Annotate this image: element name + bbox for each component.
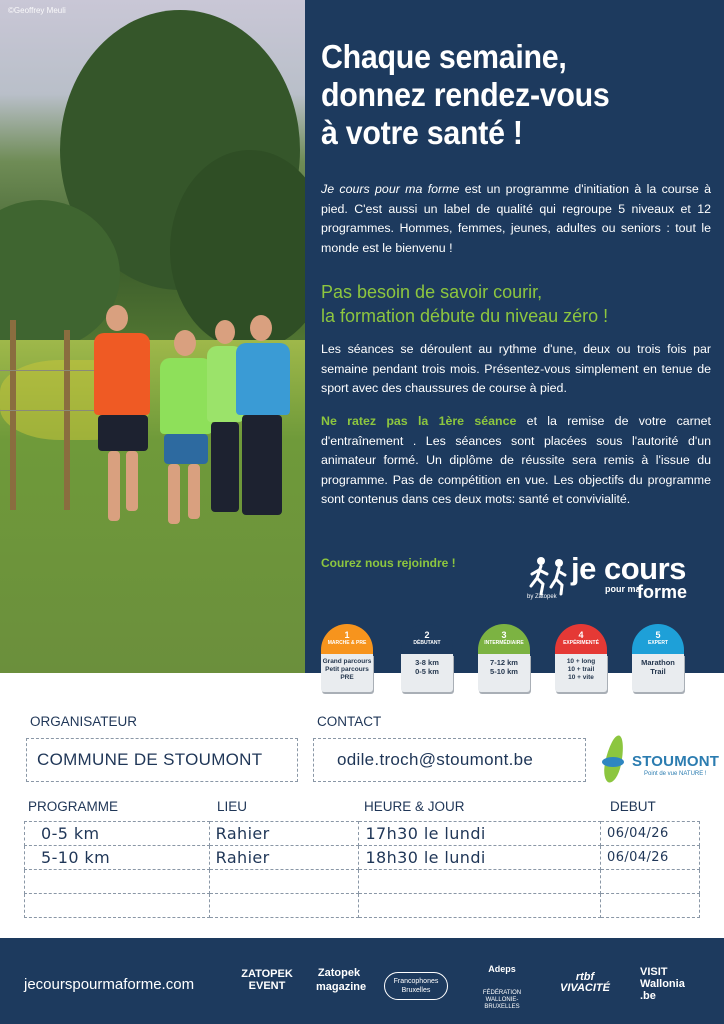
level-title: DÉBUTANT [413,640,441,646]
header-programme: PROGRAMME [28,799,119,814]
level-content [401,654,453,692]
cell-heure: 17h30 le lundi [359,822,601,846]
level-number: 1 [344,630,350,640]
level-line: PRE [340,674,354,681]
level-content [555,654,607,692]
logo-text-forme: forme [637,582,688,602]
intro-paragraph [321,180,711,258]
program-name: Je cours pour ma forme [321,182,460,196]
table-row [25,894,700,918]
fence-post [64,330,70,510]
cell-debut: 06/04/26 [601,846,700,870]
level-content [632,654,684,692]
table-row [25,870,700,894]
level-line: 10 + long [566,658,596,665]
subtitle-line: Pas besoin de savoir courir, [321,282,543,302]
contact-label: CONTACT [317,714,382,729]
headline-line: Chaque semaine, [321,38,567,75]
francophones-bruxelles-logo: Francophones Bruxelles [384,972,448,1000]
stoumont-name: STOUMONT [632,753,720,770]
cell-programme: 0-5 km [25,822,210,846]
level-line: 5-10 km [490,667,518,676]
table-row [25,846,700,870]
adeps-logo: Adeps [488,964,516,974]
level-badge [478,624,530,694]
level-number: 5 [655,630,661,640]
header-debut: DEBUT [610,799,656,814]
level-content [478,654,530,692]
cell-debut [601,894,700,918]
level-title: INTERMÉDIAIRE [484,640,524,646]
runner [232,315,294,525]
level-line: 10 + vite [568,674,594,681]
cell-debut: 06/04/26 [601,822,700,846]
first-session-text: et la remise de votre carnet d'entraînement . Les séances sont placées sous l'autorité d'un animateur formé. Un diplôme de réussite sera remis à l'issue du programme. Pas de compétition en vue. Les objectifs du programme sont contenus dans ces deux mots: santé et convivialité. [321,414,712,506]
headline [321,38,684,152]
first-session-paragraph [321,412,711,510]
subtitle [321,280,711,328]
cell-heure: 18h30 le lundi [359,846,601,870]
cell-lieu: Rahier [209,822,359,846]
level-line: 10 + trail [567,666,595,673]
fence-post [10,320,16,510]
logo-text-small: pour ma [605,584,641,594]
first-session-emphasis: Ne ratez pas la 1ère séance [321,414,517,428]
levels-row [321,624,716,696]
cell-programme: 5-10 km [25,846,210,870]
federation-logo: FÉDÉRATION WALLONIE-BRUXELLES [482,990,522,1010]
call-to-action: Courez nous rejoindre ! [321,556,456,570]
je-cours-logo [527,552,687,610]
leaf-icon [602,757,624,767]
vivacite-logo: rtbf VIVACITÉ [560,971,610,994]
zatopek-event-logo: ZATOPEK EVENT [241,968,293,992]
program-table [24,821,700,918]
level-badge [555,624,607,694]
level-badge [632,624,684,694]
info-panel [305,0,724,681]
level-line: 7-12 km [490,658,518,667]
logo-text-main: je cours [571,551,686,586]
level-number: 4 [578,630,584,640]
level-line: Grand parcours [322,658,372,665]
footer [0,938,724,1024]
level-cap [555,624,607,654]
stoumont-tagline: Point de vue NATURE ! [644,771,707,777]
intro-text: est un programme d'initiation à la course à pied. C'est aussi un label de qualité qui regroupe 5 niveaux et 12 programmes. Hommes, femmes, jeunes, adultes ou seniors : tout le monde est le bienvenu ! [321,182,711,255]
level-line: 3-8 km [415,658,439,667]
level-line: Trail [650,667,666,676]
organisateur-field: COMMUNE DE STOUMONT [26,738,298,782]
headline-line: à votre santé ! [321,114,523,151]
cell-heure [359,870,601,894]
runners-photo [0,0,305,673]
visit-wallonia-logo: VISIT Wallonia .be [640,966,685,1002]
cell-lieu [209,870,359,894]
level-number: 2 [424,630,430,640]
level-line: Marathon [641,658,675,667]
contact-field: odile.troch@stoumont.be [313,738,586,782]
level-cap [401,624,453,654]
level-title: EXPERT [647,640,668,646]
headline-line: donnez rendez-vous [321,76,610,113]
cell-debut [601,870,700,894]
sessions-paragraph: Les séances se déroulent au rythme d'une, deux ou trois fois par semaine pendant trois mois. Présentez-vous simplement en tenue de sport avec des chaussures de course à pied. [321,342,711,395]
level-title: EXPÉRIMENTÉ [563,640,599,646]
level-badge [321,624,373,694]
logo-byline: by Zatopek [527,594,557,600]
cell-lieu: Rahier [209,846,359,870]
header-heure: HEURE & JOUR [364,799,465,814]
cell-programme [25,894,210,918]
level-title: MARCHE & PRE [327,640,367,646]
cell-heure [359,894,601,918]
runners-icon [527,556,571,596]
level-cap [478,624,530,654]
photo-credit: ©Geoffrey Meuli [8,6,66,15]
cell-lieu [209,894,359,918]
level-cap [632,624,684,654]
table-row [25,822,700,846]
level-cap [321,624,373,654]
organisateur-label: ORGANISATEUR [30,714,138,729]
stoumont-logo [600,733,718,785]
level-line: 0-5 km [415,667,439,676]
cell-programme [25,870,210,894]
zatopek-magazine-logo: Zatopek magazine [316,967,367,993]
subtitle-line: la formation débute du niveau zéro ! [321,306,609,326]
level-badge [401,624,453,694]
header-lieu: LIEU [217,799,248,814]
level-content [321,654,373,692]
website-link[interactable]: jecourspourmaforme.com [24,976,195,993]
level-line: Petit parcours [325,666,369,673]
level-number: 3 [501,630,507,640]
